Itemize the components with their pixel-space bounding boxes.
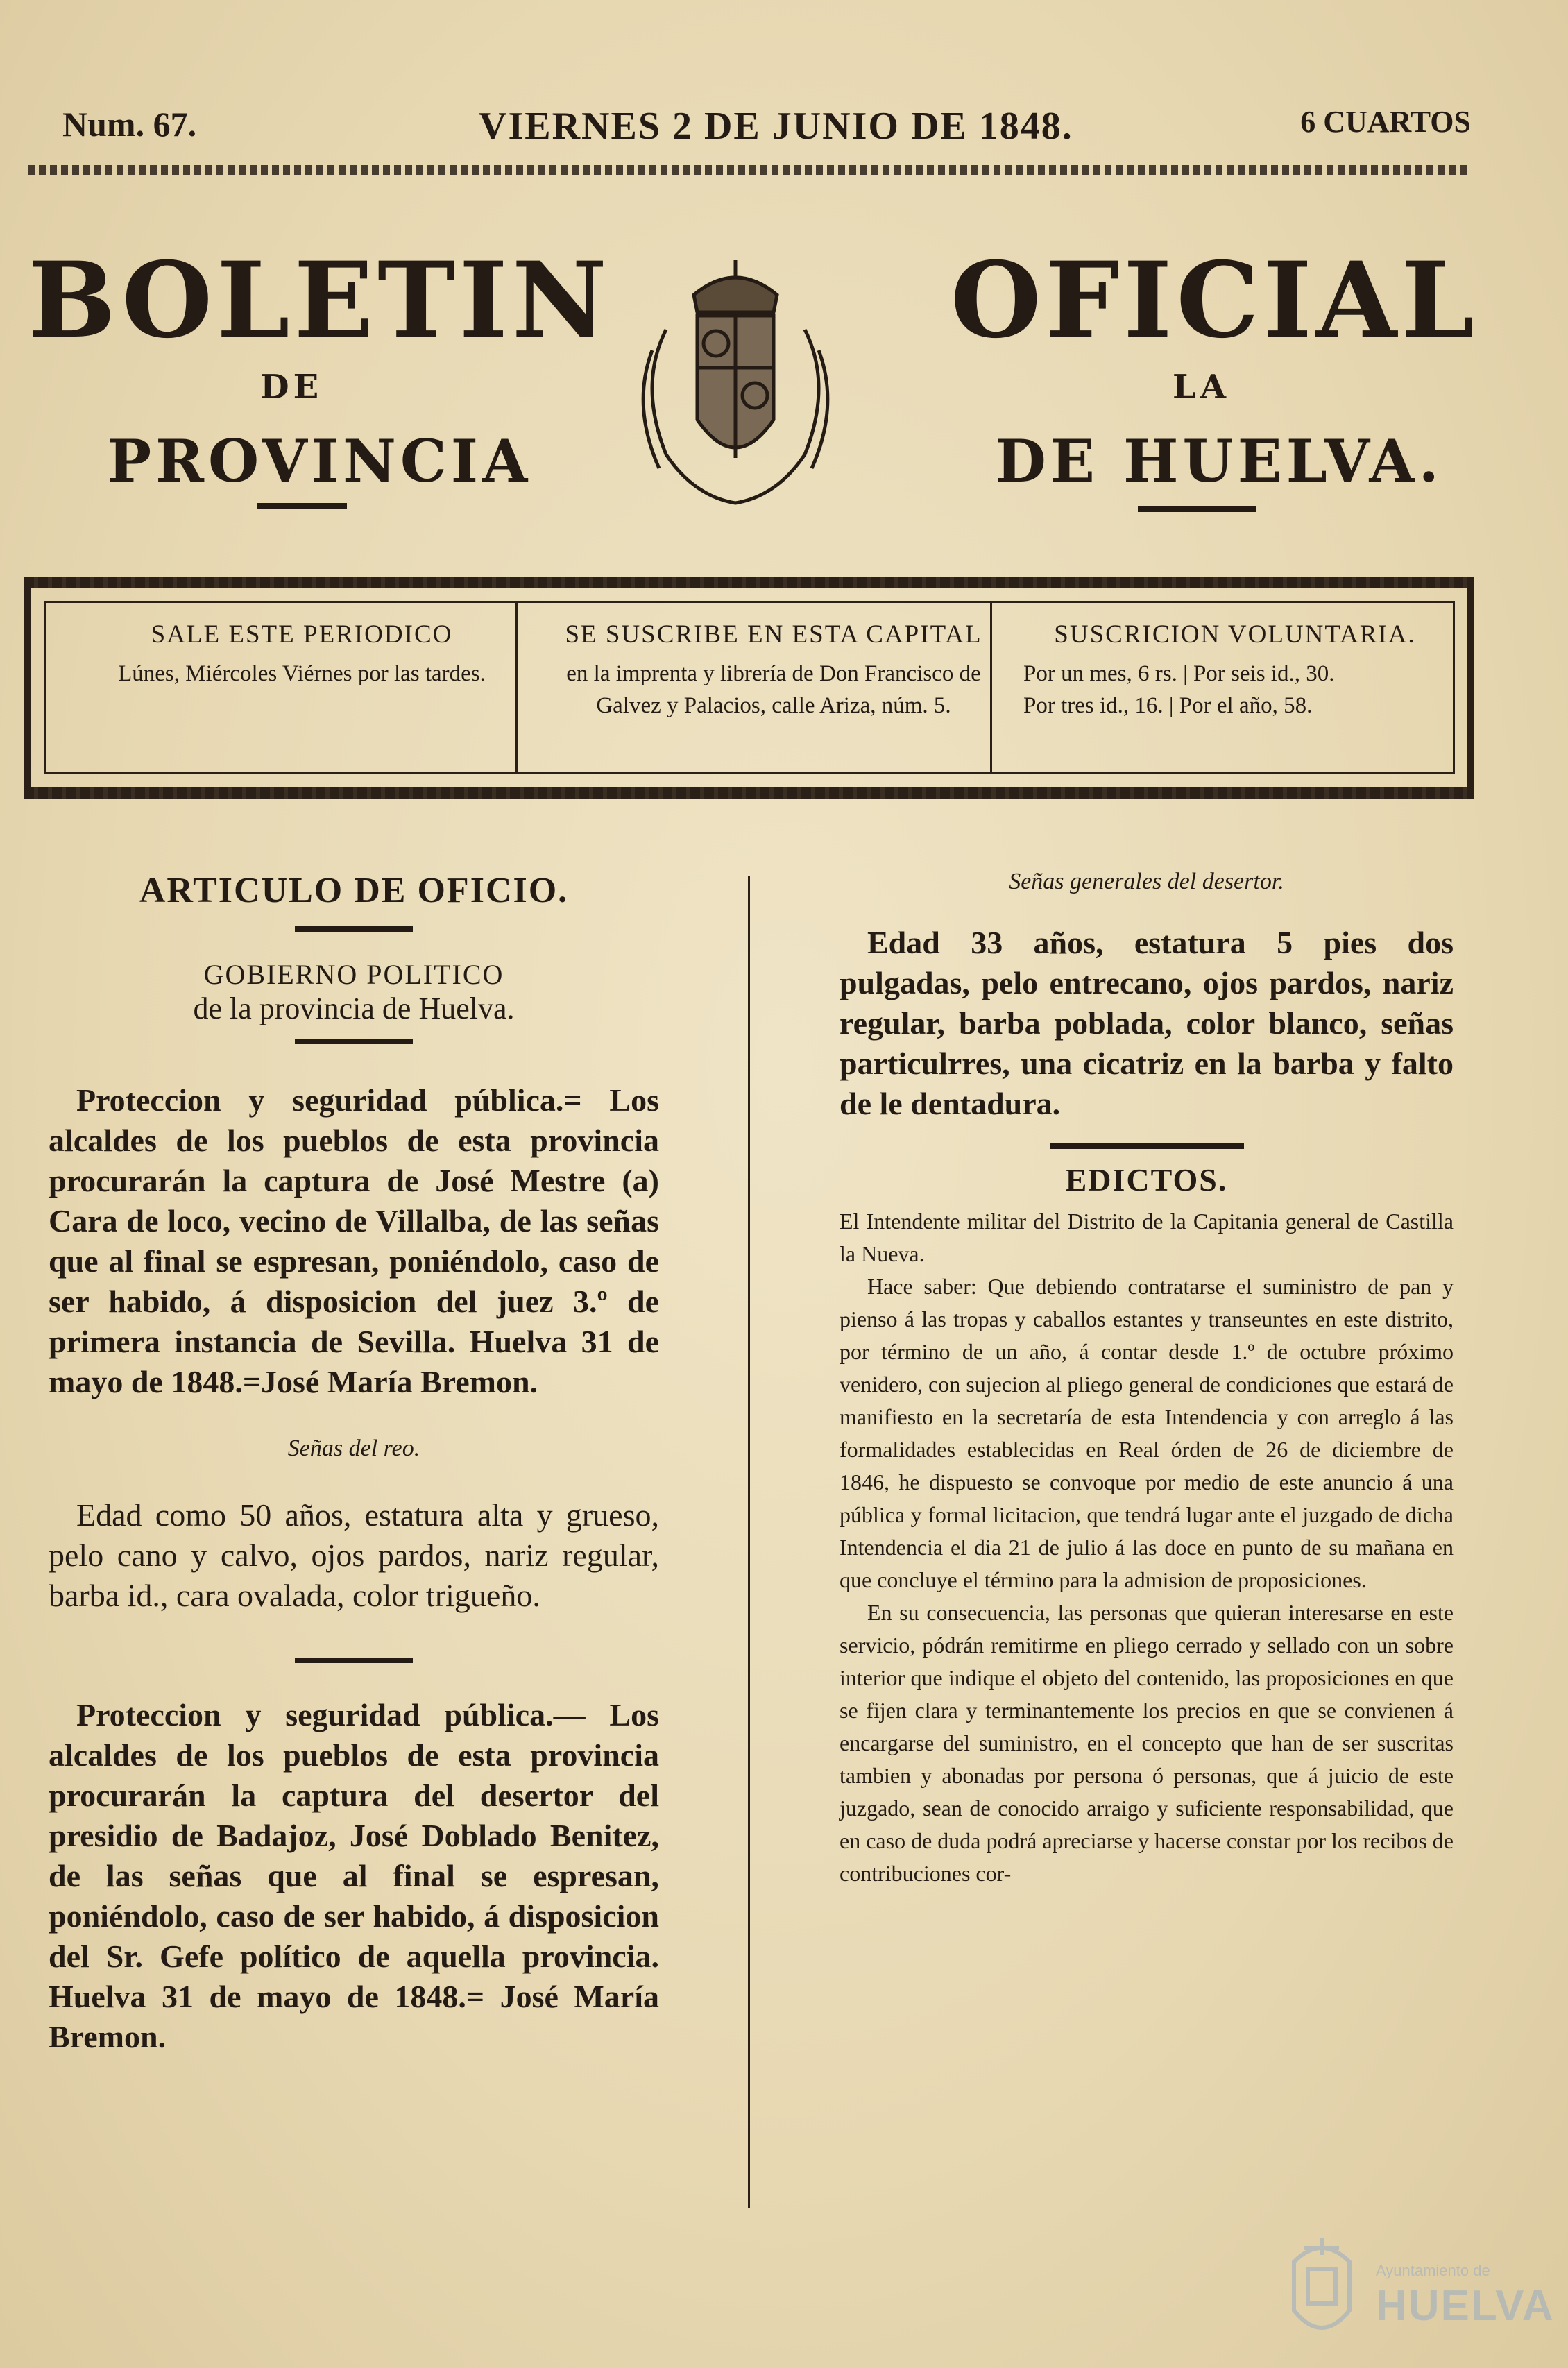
issue-date: VIERNES 2 DE JUNIO DE 1848. (479, 105, 1073, 148)
masthead-underline-left (257, 503, 347, 509)
subscription-rates (1009, 619, 1460, 722)
subscription-box (24, 577, 1474, 799)
column-divider (748, 876, 750, 2208)
senas-reo-heading: Señas del reo. (287, 1436, 420, 1461)
issue-line (62, 104, 1471, 160)
section-title: ARTICULO DE OFICIO. (139, 871, 569, 910)
edicto-intro: El Intendente militar del Distrito de la Capitania general de Castilla la Nueva. (840, 1209, 1454, 1266)
notice-mestre: Proteccion y seguridad pública.= Los alcaldes de los pueblos de esta provincia procurarán la captura de José Mestre (a) Cara de loco, vecino de Villalba, de las señas que al final se espresan, poniéndolo, caso de ser habido, á disposicion del juez 3.º de primera instancia de Sevilla. Huelva 31 de mayo de 1848.=José María Bremon. (49, 1082, 659, 1399)
ornamental-rule (28, 165, 1471, 175)
government-subheading: de la provincia de Huelva. (193, 991, 515, 1025)
watermark-line1: Ayuntamiento de (1376, 2262, 1490, 2279)
notice-doblado: Proteccion y seguridad pública.— Los alcaldes de los pueblos de esta provincia procurarán la captura del desertor del presidio de Badajoz, José Doblado Benitez, de las señas que al final se espresan, poniéndolo, caso de ser habido, á disposicion del Sr. Gefe político de aquella provincia. Huelva 31 de mayo de 1848.= José María Bremon. (49, 1697, 659, 2054)
left-column (49, 860, 659, 2057)
rate-six-months: Por seis id., 30. (1193, 661, 1335, 686)
coat-of-arms-icon (624, 246, 846, 517)
rates-table: Por un mes, 6 rs. | Por seis id., 30. Por tres id., 16. | Por el año, 58. (1023, 661, 1335, 718)
edicto-body-2: En su consecuencia, las personas que quieran interesarse en este servicio, pódrán remitirme en pliego cerrado y sellado con un sobre interior que indique el objeto del contenido, las proposiciones en que se fijen clara y terminantemente los precios en que se convienen á encargarse del suministro, en el concepto que han de ser suscritas tambien y abonadas por persona ó personas, que á juicio de este juzgado, sean de conocido arraigo y suficiente responsabilidad, que en caso de duda podrá apreciarse y hacerse constar por los recibos de contribuciones cor- (840, 1600, 1454, 1886)
government-heading: GOBIERNO POLITICO (203, 959, 504, 990)
masthead-oficial: OFICIAL (951, 239, 1478, 361)
publication-days-title: SALE ESTE PERIODICO (151, 620, 453, 649)
senas-desertor-text: Edad 33 años, estatura 5 pies dos pulgadas, pelo entrecano, ojos pardos, nariz regular, barba poblada, color blanco, señas particulrres, una cicatriz en la barba y falto de le dentadura. (840, 925, 1454, 1121)
edicto-body-1: Hace saber: Que debiendo contratarse el suministro de pan y pienso á las tropas y caballos estantes y transeuntes en este distrito, por término de un año, á contar desde 1.º de octubre próximo venidero, con sujecion al pliego general de condiciones que estará de manifiesto en la secretaría de esta Intendencia y con arreglo á las formalidades establecidas en Real órden de 26 de diciembre de 1846, he dispuesto se convoque por medio de este anuncio á una pública y formal licitacion, que tendrá lugar ante el juzgado de dicha Intendencia el dia 21 de julio á las doce en punto de su mañana en que concluye el término para la admision de proposiciones. (840, 1274, 1454, 1592)
watermark-line2: HUELVA (1376, 2282, 1555, 2330)
masthead-provincia: PROVINCIA (108, 427, 532, 495)
edictos-title: EDICTOS. (1065, 1162, 1228, 1198)
issue-price: 6 CUARTOS (1300, 105, 1471, 139)
publication-days (62, 619, 541, 690)
right-column (840, 860, 1454, 1890)
city-shield-icon (1273, 2227, 1370, 2349)
subscription-rates-title: SUSCRICION VOLUNTARIA. (1054, 620, 1416, 649)
masthead-de: DE (260, 368, 323, 407)
archive-watermark (1273, 2227, 1555, 2349)
senas-reo-text: Edad como 50 años, estatura alta y grueso, pelo cano y calvo, ojos pardos, nariz regular, barba id., cara ovalada, color trigueño. (49, 1497, 659, 1613)
rate-year: Por el año, 58. (1179, 693, 1313, 718)
issue-number: Num. 67. (62, 105, 197, 144)
masthead-boletin: BOLETIN (28, 239, 611, 361)
publication-days-text: Lúnes, Miércoles Viérnes por las tardes. (118, 661, 486, 686)
masthead-de-huelva: DE HUELVA. (996, 427, 1443, 495)
subscription-place (541, 619, 1006, 722)
subscription-place-title: SE SUSCRIBE EN ESTA CAPITAL (565, 620, 982, 649)
rate-three-months: Por tres id., 16. (1023, 693, 1164, 718)
masthead-la: LA (1173, 368, 1230, 407)
masthead-underline-right (1138, 506, 1256, 512)
subscription-place-text: en la imprenta y librería de Don Francisco de Galvez y Palacios, calle Ariza, núm. 5. (566, 661, 981, 718)
senas-desertor-heading: Señas generales del desertor. (1009, 869, 1284, 894)
rate-month: Por un mes, 6 rs. (1023, 661, 1177, 686)
